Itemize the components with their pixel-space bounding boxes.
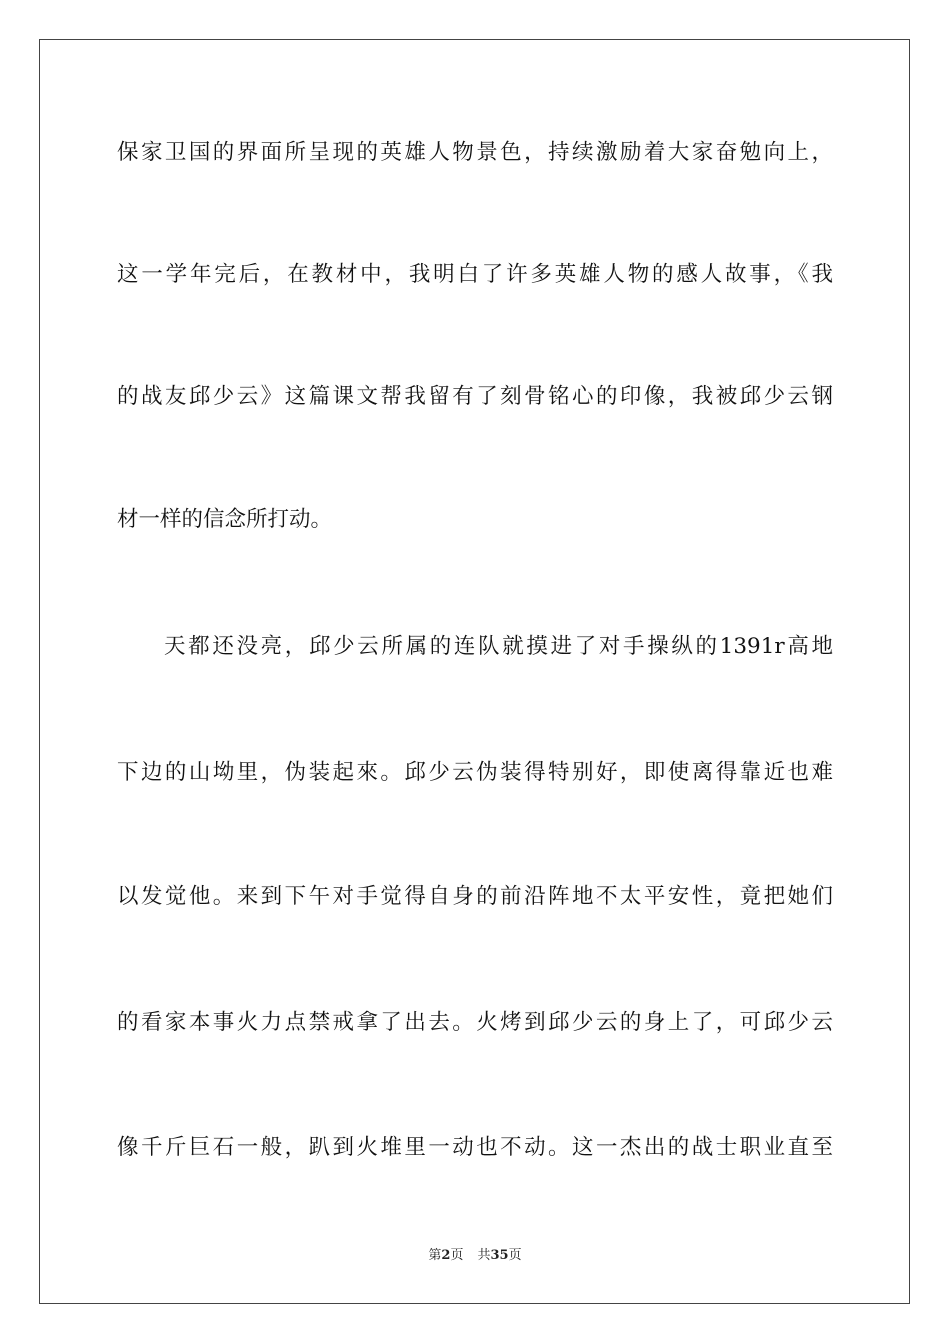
page-suffix: 页 (450, 1248, 464, 1263)
page-border (39, 39, 910, 1304)
body-line-3: 的战友邱少云》这篇课文帮我留有了刻骨铭心的印像，我被邱少云钢 (117, 384, 833, 409)
total-prefix: 共 (477, 1248, 491, 1263)
body-line-4: 材一样的信念所打动。 (117, 507, 333, 532)
body-line-5: 天都还没亮，邱少云所属的连队就摸进了对手操纵的1391r高地 (164, 634, 833, 659)
page-number: 2 (441, 1248, 451, 1263)
page-footer (0, 1247, 950, 1265)
total-pages: 35 (490, 1248, 509, 1263)
body-line-9: 像千斤巨石一般，趴到火堆里一动也不动。这一杰出的战士职业直至 (117, 1135, 833, 1160)
body-line-8: 的看家本事火力点禁戒拿了出去。火烤到邱少云的身上了，可邱少云 (117, 1010, 833, 1035)
body-line-7: 以发觉他。来到下午对手觉得自身的前沿阵地不太平安性，竟把她们 (117, 884, 833, 909)
body-line-6: 下边的山坳里，伪装起來。邱少云伪装得特别好，即使离得靠近也难 (117, 760, 833, 785)
body-line-1: 保家卫国的界面所呈现的英雄人物景色，持续激励着大家奋勉向上， (117, 140, 833, 165)
total-suffix: 页 (508, 1248, 522, 1263)
page-prefix: 第 (428, 1248, 442, 1263)
body-line-2: 这一学年完后，在教材中，我明白了许多英雄人物的感人故事，《我 (117, 262, 833, 287)
